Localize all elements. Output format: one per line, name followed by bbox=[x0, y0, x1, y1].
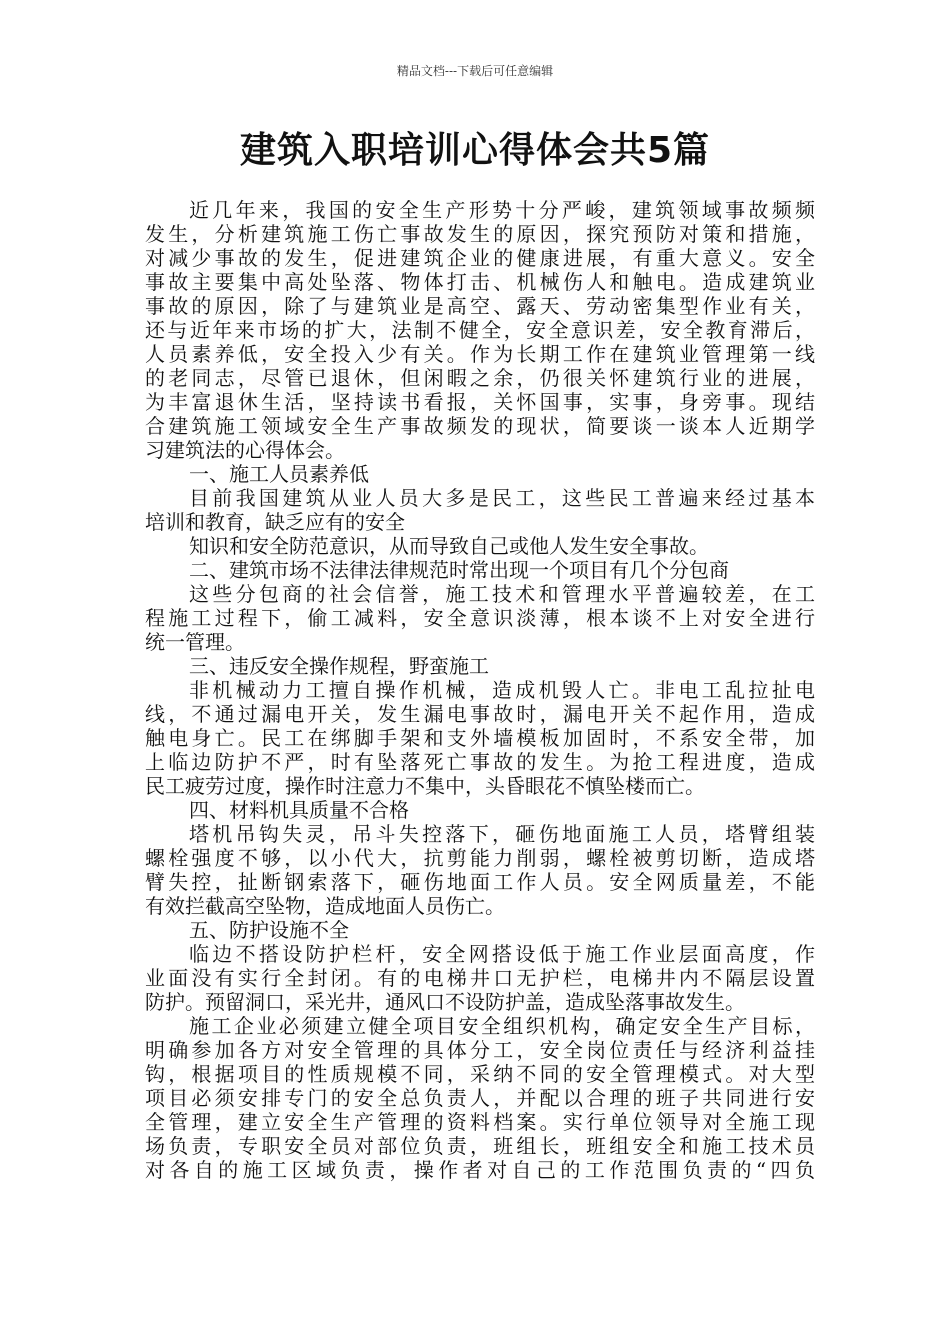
text-line: 项目必须安排专门的安全总负责人，并配以合理的班子共同进行安 bbox=[145, 1086, 815, 1110]
text-line: 统一管理。 bbox=[145, 630, 245, 654]
text-line: 非机械动力工擅自操作机械，造成机毁人亡。非电工乱拉扯电 bbox=[189, 678, 815, 702]
text-line: 线，不通过漏电开关，发生漏电事故时，漏电开关不起作用，造成 bbox=[145, 702, 815, 726]
section-line: 四、材料机具质量不合格 bbox=[189, 798, 409, 822]
text-line: 触电身亡。民工在绑脚手架和支外墙模板加固时，不系安全带，加 bbox=[145, 726, 815, 750]
text-line: 民工疲劳过度，操作时注意力不集中，头昏眼花不慎坠楼而亡。 bbox=[145, 774, 705, 798]
body-text bbox=[145, 198, 815, 1182]
text-line: 近几年来，我国的安全生产形势十分严峻，建筑领域事故频频 bbox=[189, 198, 815, 222]
section-line: 三、违反安全操作规程，野蛮施工 bbox=[189, 654, 489, 678]
text-line: 场负责，专职安全员对部位负责，班组长，班组安全和施工技术员 bbox=[145, 1134, 815, 1158]
text-line: 螺栓强度不够，以小代大，抗剪能力削弱，螺栓被剪切断，造成塔 bbox=[145, 846, 815, 870]
text-line: 全管理，建立安全生产管理的资料档案。实行单位领导对全施工现 bbox=[145, 1110, 815, 1134]
text-line: 施工企业必须建立健全项目安全组织机构，确定安全生产目标， bbox=[189, 1014, 815, 1038]
text-line: 临边不搭设防护栏杆，安全网搭设低于施工作业层面高度，作 bbox=[189, 942, 815, 966]
text-line: 合建筑施工领域安全生产事故频发的现状，简要谈一谈本人近期学 bbox=[145, 414, 815, 438]
text-line: 还与近年来市场的扩大，法制不健全，安全意识差，安全教育滞后， bbox=[145, 318, 815, 342]
text-line: 目前我国建筑从业人员大多是民工，这些民工普遍来经过基本 bbox=[189, 486, 815, 510]
text-line: 习建筑法的心得体会。 bbox=[145, 438, 345, 462]
text-line: 对各自的施工区域负责，操作者对自己的工作范围负责的“四负 bbox=[145, 1158, 815, 1182]
text-line: 对减少事故的发生，促进建筑企业的健康进展，有重大意义。安全 bbox=[145, 246, 815, 270]
section-line: 知识和安全防范意识，从而导致自己或他人发生安全事故。 bbox=[189, 534, 709, 558]
text-line: 塔机吊钩失灵，吊斗失控落下，砸伤地面施工人员，塔臂组装 bbox=[189, 822, 815, 846]
text-line: 臂失控，扯断钢索落下，砸伤地面工作人员。安全网质量差，不能 bbox=[145, 870, 815, 894]
text-line: 人员素养低，安全投入少有关。作为长期工作在建筑业管理第一线 bbox=[145, 342, 815, 366]
text-line: 事故主要集中高处坠落、物体打击、机械伤人和触电。造成建筑业 bbox=[145, 270, 815, 294]
section-line: 一、施工人员素养低 bbox=[189, 462, 369, 486]
text-line: 钩，根据项目的性质规模不同，采纳不同的安全管理模式。对大型 bbox=[145, 1062, 815, 1086]
text-line: 这些分包商的社会信誉，施工技术和管理水平普遍较差，在工 bbox=[189, 582, 815, 606]
text-line: 有效拦截高空坠物，造成地面人员伤亡。 bbox=[145, 894, 505, 918]
text-line: 的老同志，尽管已退休，但闲暇之余，仍很关怀建筑行业的进展， bbox=[145, 366, 815, 390]
text-line: 明确参加各方对安全管理的具体分工，安全岗位责任与经济利益挂 bbox=[145, 1038, 815, 1062]
text-line: 为丰富退休生活，坚持读书看报，关怀国事，实事，身旁事。现结 bbox=[145, 390, 815, 414]
section-line: 五、防护设施不全 bbox=[189, 918, 349, 942]
section-line: 二、建筑市场不法律法律规范时常出现一个项目有几个分包商 bbox=[189, 558, 729, 582]
text-line: 业面没有实行全封闭。有的电梯井口无护栏，电梯井内不隔层设置 bbox=[145, 966, 815, 990]
text-line: 事故的原因，除了与建筑业是高空、露天、劳动密集型作业有关， bbox=[145, 294, 815, 318]
text-line: 上临边防护不严，时有坠落死亡事故的发生。为抢工程进度，造成 bbox=[145, 750, 815, 774]
text-line: 程施工过程下，偷工减料，安全意识淡薄，根本谈不上对安全进行 bbox=[145, 606, 815, 630]
text-line: 防护。预留洞口，采光井，通风口不设防护盖，造成坠落事故发生。 bbox=[145, 990, 745, 1014]
header-note: 精品文档---下载后可任意编辑 bbox=[396, 64, 554, 78]
document-title: 建筑入职培训心得体会共5篇 bbox=[239, 130, 711, 171]
text-line: 发生，分析建筑施工伤亡事故发生的原因，探究预防对策和措施， bbox=[145, 222, 815, 246]
text-line: 培训和教育，缺乏应有的安全 bbox=[145, 510, 405, 534]
